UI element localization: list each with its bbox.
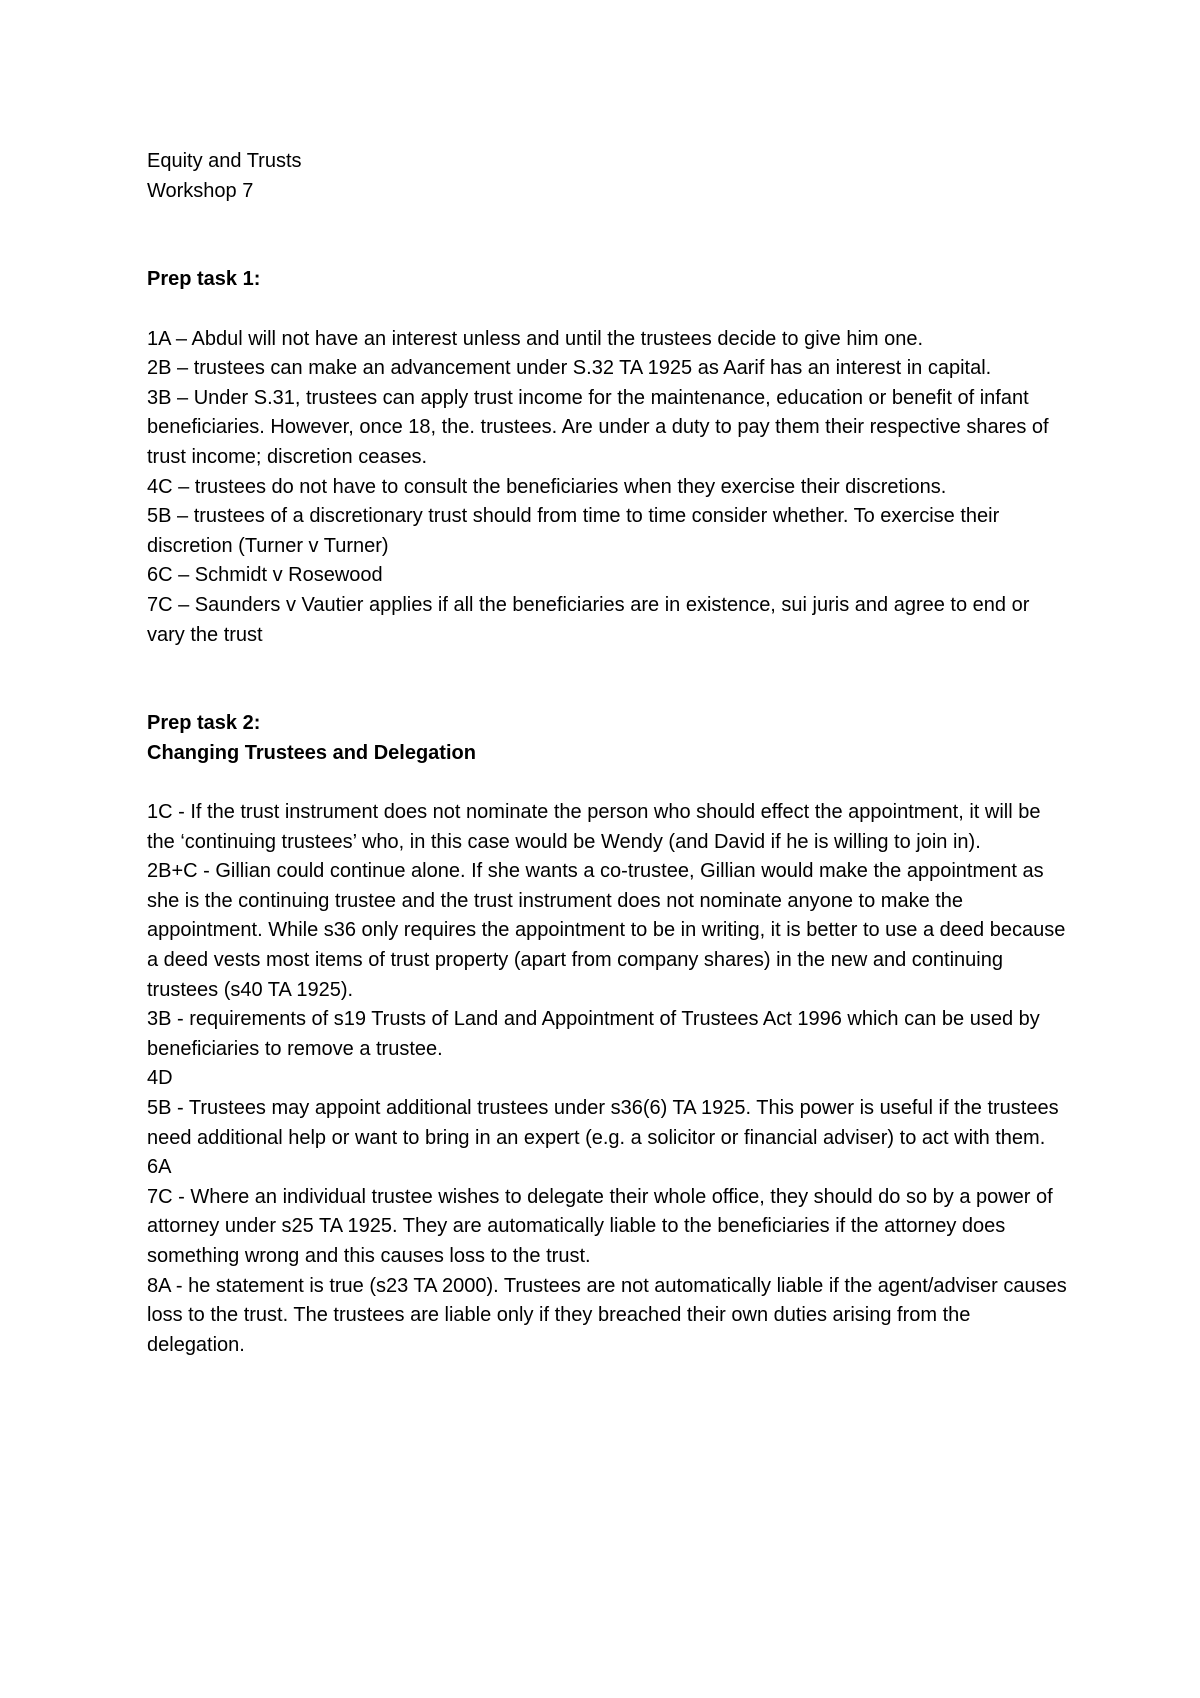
spacer	[147, 650, 1067, 709]
answer-item: 1C - If the trust instrument does not nominate the person who should effect the appointment, it will be the ‘continuing trustees’ who, in this case would be Wendy (and David if he is willing to join in).	[147, 801, 1041, 853]
answer-item: 7C - Where an individual trustee wishes to delegate their whole office, they should do so by a power of attorney under s25 TA 1925. They are automatically liable to the beneficiaries if the attorney does something wrong and this causes loss to the trust.	[147, 1185, 1053, 1267]
answer-item: 2B – trustees can make an advancement under S.32 TA 1925 as Aarif has an interest in capital.	[147, 357, 992, 380]
answer-item: 7C – Saunders v Vautier applies if all the beneficiaries are in existence, sui juris and agree to end or vary the trust	[147, 593, 1030, 646]
spacer	[147, 206, 1067, 265]
answer-item: 2B+C - Gillian could continue alone. If she wants a co-trustee, Gillian would make the appointment as she is the continuing trustee and the trust instrument does not nominate anyone to make the appointment. While s36 only requires the appointment to be in writing, it is better to use a deed because a deed vests most items of trust property (apart from company shares) in the new and continuing trustees (s40 TA 1925).	[147, 860, 1066, 1001]
answer-item: 5B – trustees of a discretionary trust should from time to time consider whether. To exercise their discretion (Turner v Turner)	[147, 505, 1000, 557]
answer-item: 4D	[147, 1067, 173, 1090]
prep-task-1-answers	[147, 325, 1067, 651]
answer-item: 6C – Schmidt v Rosewood	[147, 564, 383, 587]
spacer	[147, 295, 1067, 325]
answer-item: 1A – Abdul will not have an interest unless and until the trustees decide to give him one.	[147, 327, 924, 350]
answer-item: 6A	[147, 1156, 172, 1179]
spacer	[147, 768, 1067, 798]
document-title: Equity and Trusts	[147, 150, 302, 172]
document-subtitle: Workshop 7	[147, 179, 254, 202]
document-body	[147, 147, 1067, 1360]
prep-task-1-heading: Prep task 1:	[147, 268, 261, 291]
answer-item: 3B – Under S.31, trustees can apply trust income for the maintenance, education or benefit of infant beneficiaries. However, once 18, the. trustees. Are under a duty to pay them their respective shares of trust income; discretion ceases.	[147, 386, 1049, 468]
prep-task-2-answers	[147, 798, 1067, 1360]
prep-task-2-subheading: Changing Trustees and Delegation	[147, 741, 476, 764]
prep-task-2-heading: Prep task 2:	[147, 712, 261, 735]
answer-item: 8A - he statement is true (s23 TA 2000). Trustees are not automatically liable if the agent/adviser causes loss to the trust. The trustees are liable only if they breached their own duties arising from the delegation.	[147, 1274, 1067, 1356]
answer-item: 4C – trustees do not have to consult the beneficiaries when they exercise their discretions.	[147, 475, 947, 498]
answer-item: 5B - Trustees may appoint additional trustees under s36(6) TA 1925. This power is useful if the trustees need additional help or want to bring in an expert (e.g. a solicitor or financial adviser) to act with them.	[147, 1097, 1059, 1149]
answer-item: 3B - requirements of s19 Trusts of Land and Appointment of Trustees Act 1996 which can be used by beneficiaries to remove a trustee.	[147, 1008, 1040, 1060]
